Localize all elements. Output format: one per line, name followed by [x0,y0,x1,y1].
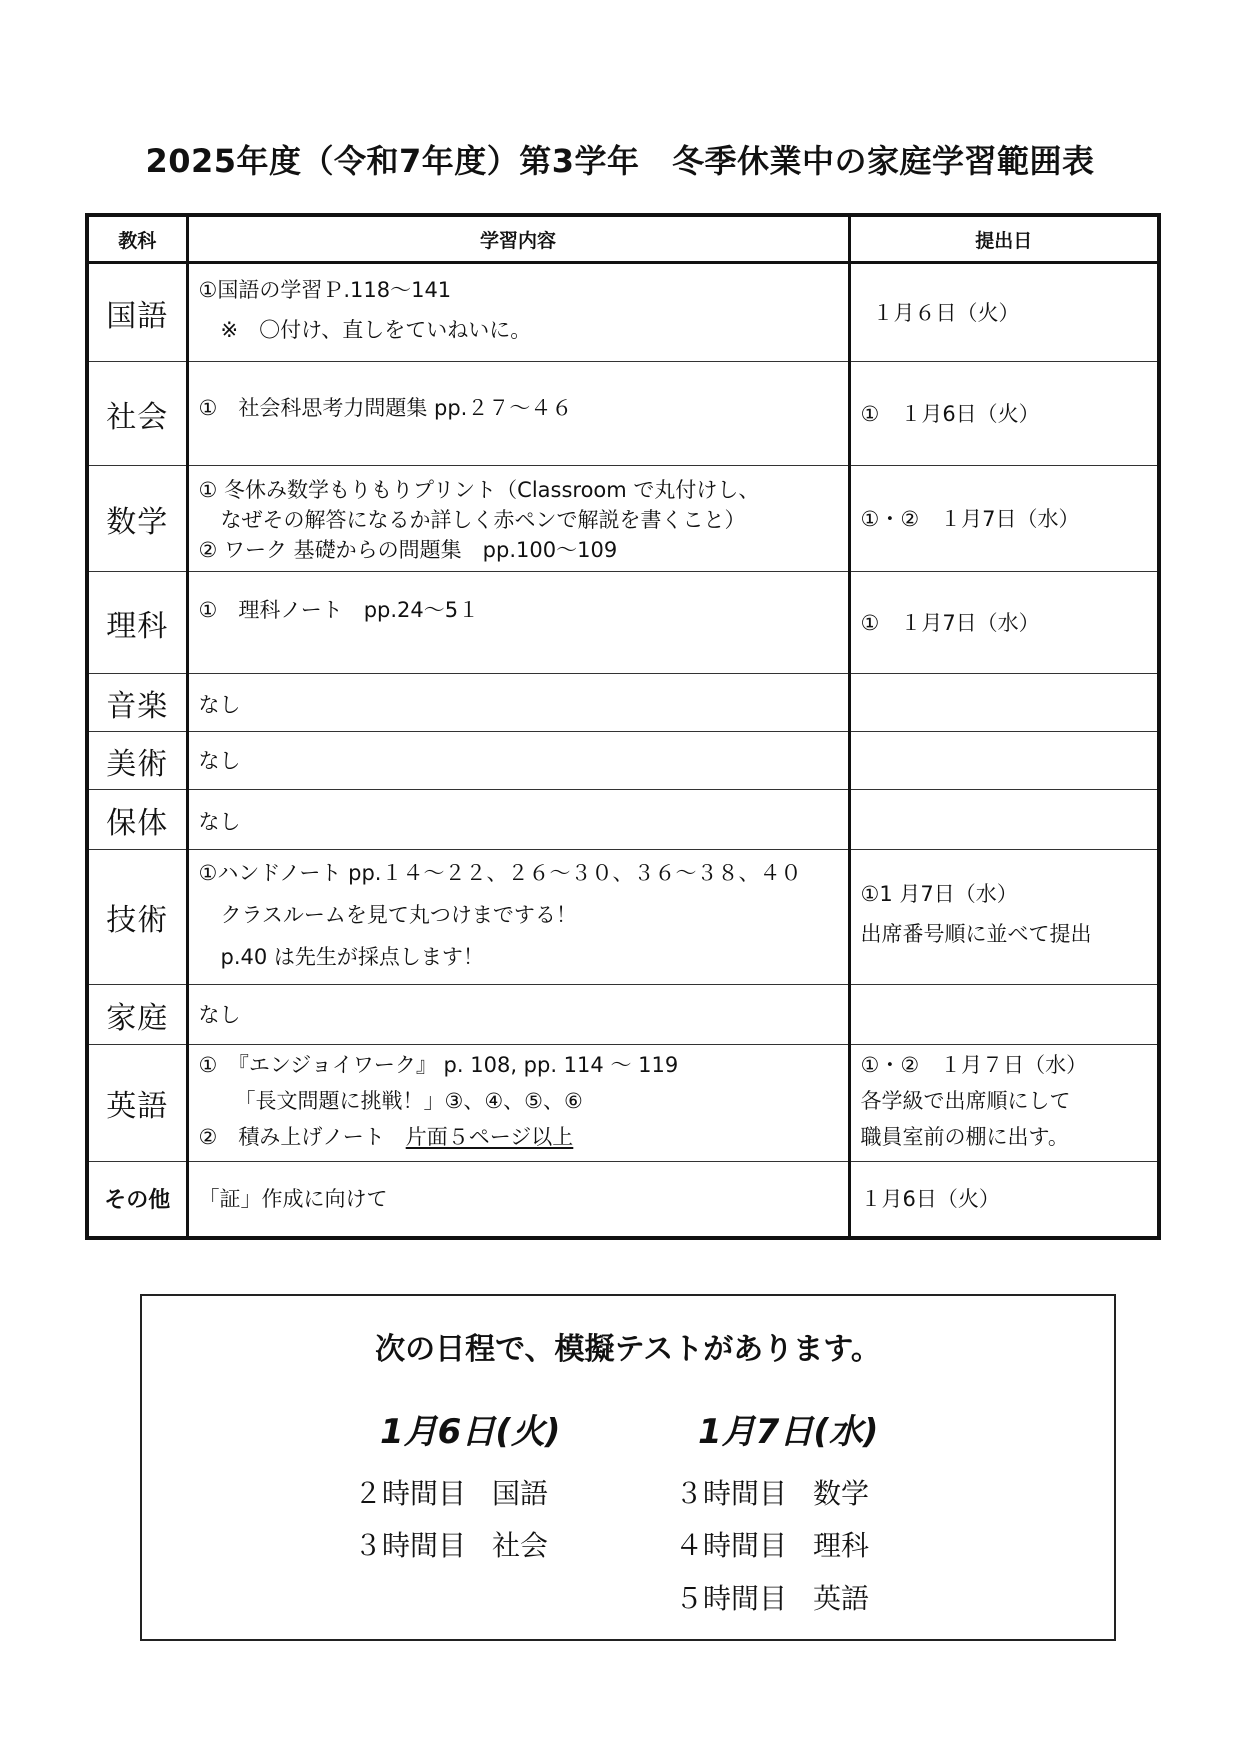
table-row [87,263,1159,362]
period-subject: 理科 [813,1529,870,1562]
subject-cell: 数学 [87,466,187,572]
content-line: なし [198,748,241,773]
due-cell [849,732,1159,790]
due-cell [849,985,1159,1045]
mock-test-box [140,1294,1116,1641]
due-line: 職員室前の棚に出す。 [860,1125,1069,1149]
content-line: ①国語の学習Ｐ.118～141 [198,278,452,302]
mock-test-period [675,1472,935,1512]
table-row [87,732,1159,790]
due-line: １月6日（火） [860,1186,1000,1211]
mock-test-heading: 次の日程で、模擬テストがあります。 [375,1332,881,1367]
content-cell [187,674,849,732]
content-line: なし [198,809,241,834]
due-cell [849,850,1159,985]
content-line: なし [198,692,241,717]
table-row [87,362,1159,466]
content-cell [187,466,849,572]
content-line [199,1119,838,1155]
content-line: ① 社会科思考力問題集 pp.２７～４６ [198,395,573,420]
due-line: ①1 月7日（水） [860,882,1018,906]
due-cell [849,362,1159,466]
content-line-underlined: 片面５ページ以上 [405,1125,574,1149]
table-header-row [87,215,1159,263]
study-range-table [85,213,1161,1240]
content-line: ①ハンドノート pp.１４～２２、２６～３０、３６～３８、４０ [198,861,802,885]
subject-cell: 技術 [87,850,187,985]
content-line: なし [198,1002,241,1027]
content-line: ① 『エンジョイワーク』 p. 108, pp. 114 ～ 119 [198,1053,679,1077]
content-line: 「証」作成に向けて [198,1186,388,1211]
table-row [87,1162,1159,1238]
period-label: ４時間目 [675,1529,788,1562]
table-row [87,790,1159,850]
content-line: クラスルームを見て丸つけまでする！ [220,903,577,927]
header-content: 学習内容 [187,215,849,263]
table-row [87,1045,1159,1162]
content-cell [187,572,849,674]
due-cell [849,790,1159,850]
table-row [87,850,1159,985]
subject-cell: その他 [87,1162,187,1238]
content-line: なぜその解答になるか詳しく赤ペンで解説を書くこと） [220,507,746,532]
due-cell [849,674,1159,732]
due-cell [849,572,1159,674]
content-line: p.40 は先生が採点します！ [220,945,484,969]
mock-test-date: 1月6日(火) [380,1412,561,1452]
due-line: ①・② １月7日（水） [860,506,1080,531]
content-cell [187,850,849,985]
subject-cell: 理科 [87,572,187,674]
content-cell [187,732,849,790]
content-cell [187,1045,849,1162]
due-cell [849,1162,1159,1238]
subject-cell: 国語 [87,263,187,362]
table-row [87,466,1159,572]
due-line: １月６日（火） [872,300,1020,325]
subject-cell: 英語 [87,1045,187,1162]
table-row [87,985,1159,1045]
due-cell [849,466,1159,572]
content-line: ② ワーク 基礎からの問題集 pp.100～109 [198,537,618,562]
mock-test-period [675,1577,935,1617]
period-label: ５時間目 [675,1582,788,1615]
subject-cell: 保体 [87,790,187,850]
subject-cell: 家庭 [87,985,187,1045]
period-subject: 国語 [492,1477,549,1510]
content-line-part: ② 積み上げノート [198,1125,406,1149]
period-label: ２時間目 [354,1477,467,1510]
subject-cell: 社会 [87,362,187,466]
table-row [87,572,1159,674]
period-label: ３時間目 [354,1529,467,1562]
subject-cell: 美術 [87,732,187,790]
table-row [87,674,1159,732]
due-line: 出席番号順に並べて提出 [860,922,1092,946]
due-line: ①・② １月７日（水） [860,1053,1088,1077]
due-cell [849,1045,1159,1162]
due-line: ① １月7日（水） [860,610,1040,635]
subject-cell: 音楽 [87,674,187,732]
mock-test-period [675,1524,935,1564]
period-subject: 数学 [813,1477,870,1510]
mock-test-period [354,1472,614,1512]
content-cell [187,985,849,1045]
content-line: ① 理科ノート pp.24～5１ [198,598,480,622]
period-subject: 英語 [813,1582,870,1615]
mock-test-period [354,1524,614,1564]
mock-test-date: 1月7日(水) [698,1412,879,1452]
period-subject: 社会 [492,1529,549,1562]
header-due: 提出日 [849,215,1159,263]
content-line: ※ 〇付け、直しをていねいに。 [220,318,532,342]
page-title: 2025年度（令和7年度）第3学年 冬季休業中の家庭学習範囲表 [145,142,1095,180]
content-cell [187,362,849,466]
content-cell [187,790,849,850]
content-cell [187,1162,849,1238]
due-line: ① １月6日（火） [860,401,1040,426]
content-line: ① 冬休み数学もりもりプリント（Classroom で丸付けし、 [198,477,760,502]
content-line: 「長文問題に挑戦！」③、④、⑤、⑥ [234,1089,583,1113]
period-label: ３時間目 [675,1477,788,1510]
due-line: 各学級で出席順にして [860,1089,1071,1113]
due-cell [849,263,1159,362]
content-cell [187,263,849,362]
header-subject: 教科 [87,215,187,263]
